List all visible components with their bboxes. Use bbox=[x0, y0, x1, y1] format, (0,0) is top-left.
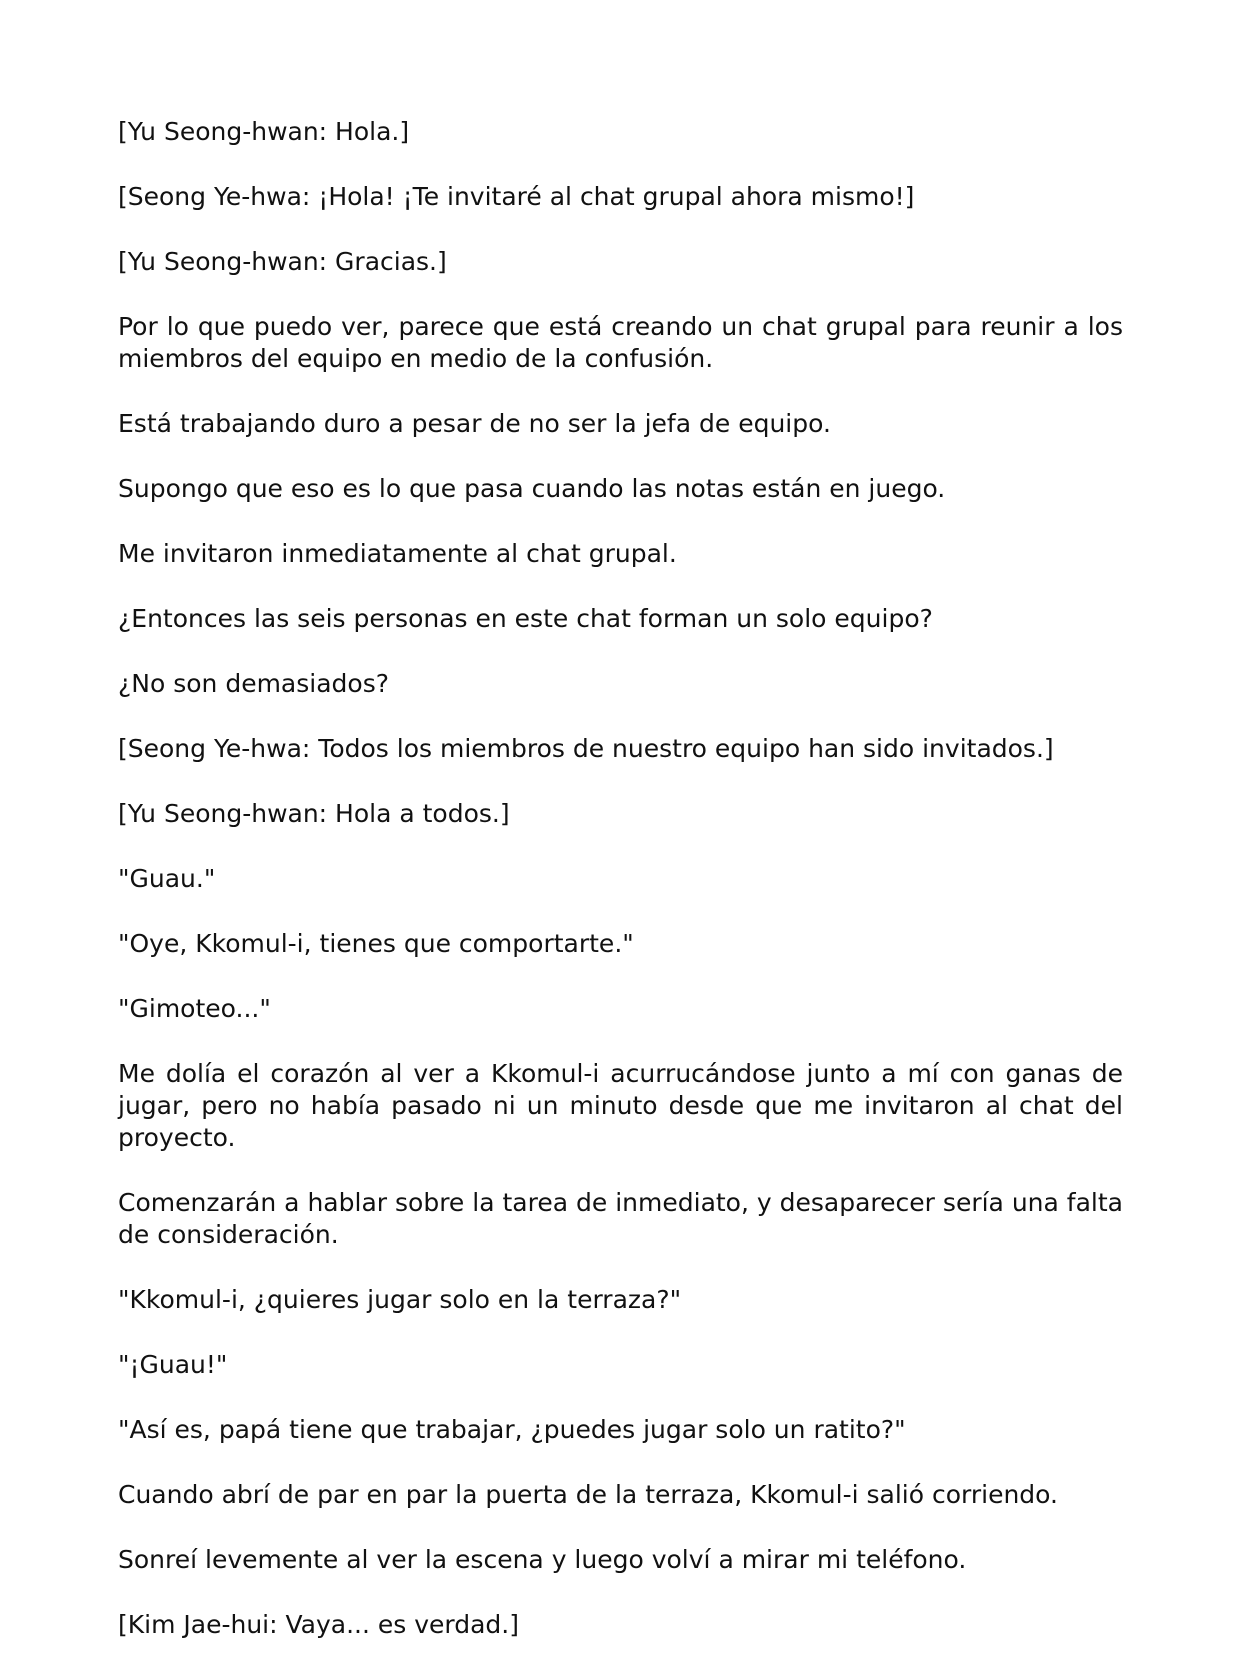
document-body bbox=[118, 116, 1123, 1674]
paragraph: ¿Entonces las seis personas en este chat forman un solo equipo? bbox=[118, 604, 933, 633]
paragraph: "Así es, papá tiene que trabajar, ¿puedes jugar solo un ratito?" bbox=[118, 1415, 906, 1444]
paragraph: Me invitaron inmediatamente al chat grupal. bbox=[118, 539, 677, 568]
paragraph: [Yu Seong-hwan: Hola.] bbox=[118, 117, 410, 146]
paragraph: [Yu Seong-hwan: Hola a todos.] bbox=[118, 799, 510, 828]
paragraph: "Guau." bbox=[118, 864, 216, 893]
paragraph: Me dolía el corazón al ver a Kkomul-i acurrucándose junto a mí con ganas de jugar, pero no había pasado ni un minuto desde que me invitaron al chat del proyecto. bbox=[118, 1059, 1123, 1152]
paragraph: "Gimoteo..." bbox=[118, 994, 271, 1023]
paragraph: Cuando abrí de par en par la puerta de la terraza, Kkomul-i salió corriendo. bbox=[118, 1480, 1058, 1509]
paragraph: [Yu Seong-hwan: Gracias.] bbox=[118, 247, 447, 276]
paragraph: "¡Guau!" bbox=[118, 1350, 228, 1379]
paragraph: Comenzarán a hablar sobre la tarea de inmediato, y desaparecer sería una falta de consideración. bbox=[118, 1188, 1123, 1249]
paragraph: "Kkomul-i, ¿quieres jugar solo en la terraza?" bbox=[118, 1285, 682, 1314]
paragraph: [Seong Ye-hwa: Todos los miembros de nuestro equipo han sido invitados.] bbox=[118, 734, 1054, 763]
paragraph: Supongo que eso es lo que pasa cuando las notas están en juego. bbox=[118, 474, 946, 503]
paragraph: Por lo que puedo ver, parece que está creando un chat grupal para reunir a los miembros del equipo en medio de la confusión. bbox=[118, 312, 1123, 373]
paragraph: "Oye, Kkomul-i, tienes que comportarte." bbox=[118, 929, 634, 958]
paragraph: Sonreí levemente al ver la escena y luego volví a mirar mi teléfono. bbox=[118, 1545, 967, 1574]
paragraph: [Kim Jae-hui: Vaya... es verdad.] bbox=[118, 1610, 520, 1639]
paragraph: [Seong Ye-hwa: ¡Hola! ¡Te invitaré al chat grupal ahora mismo!] bbox=[118, 182, 915, 211]
paragraph: Está trabajando duro a pesar de no ser la jefa de equipo. bbox=[118, 409, 831, 438]
paragraph: ¿No son demasiados? bbox=[118, 669, 389, 698]
